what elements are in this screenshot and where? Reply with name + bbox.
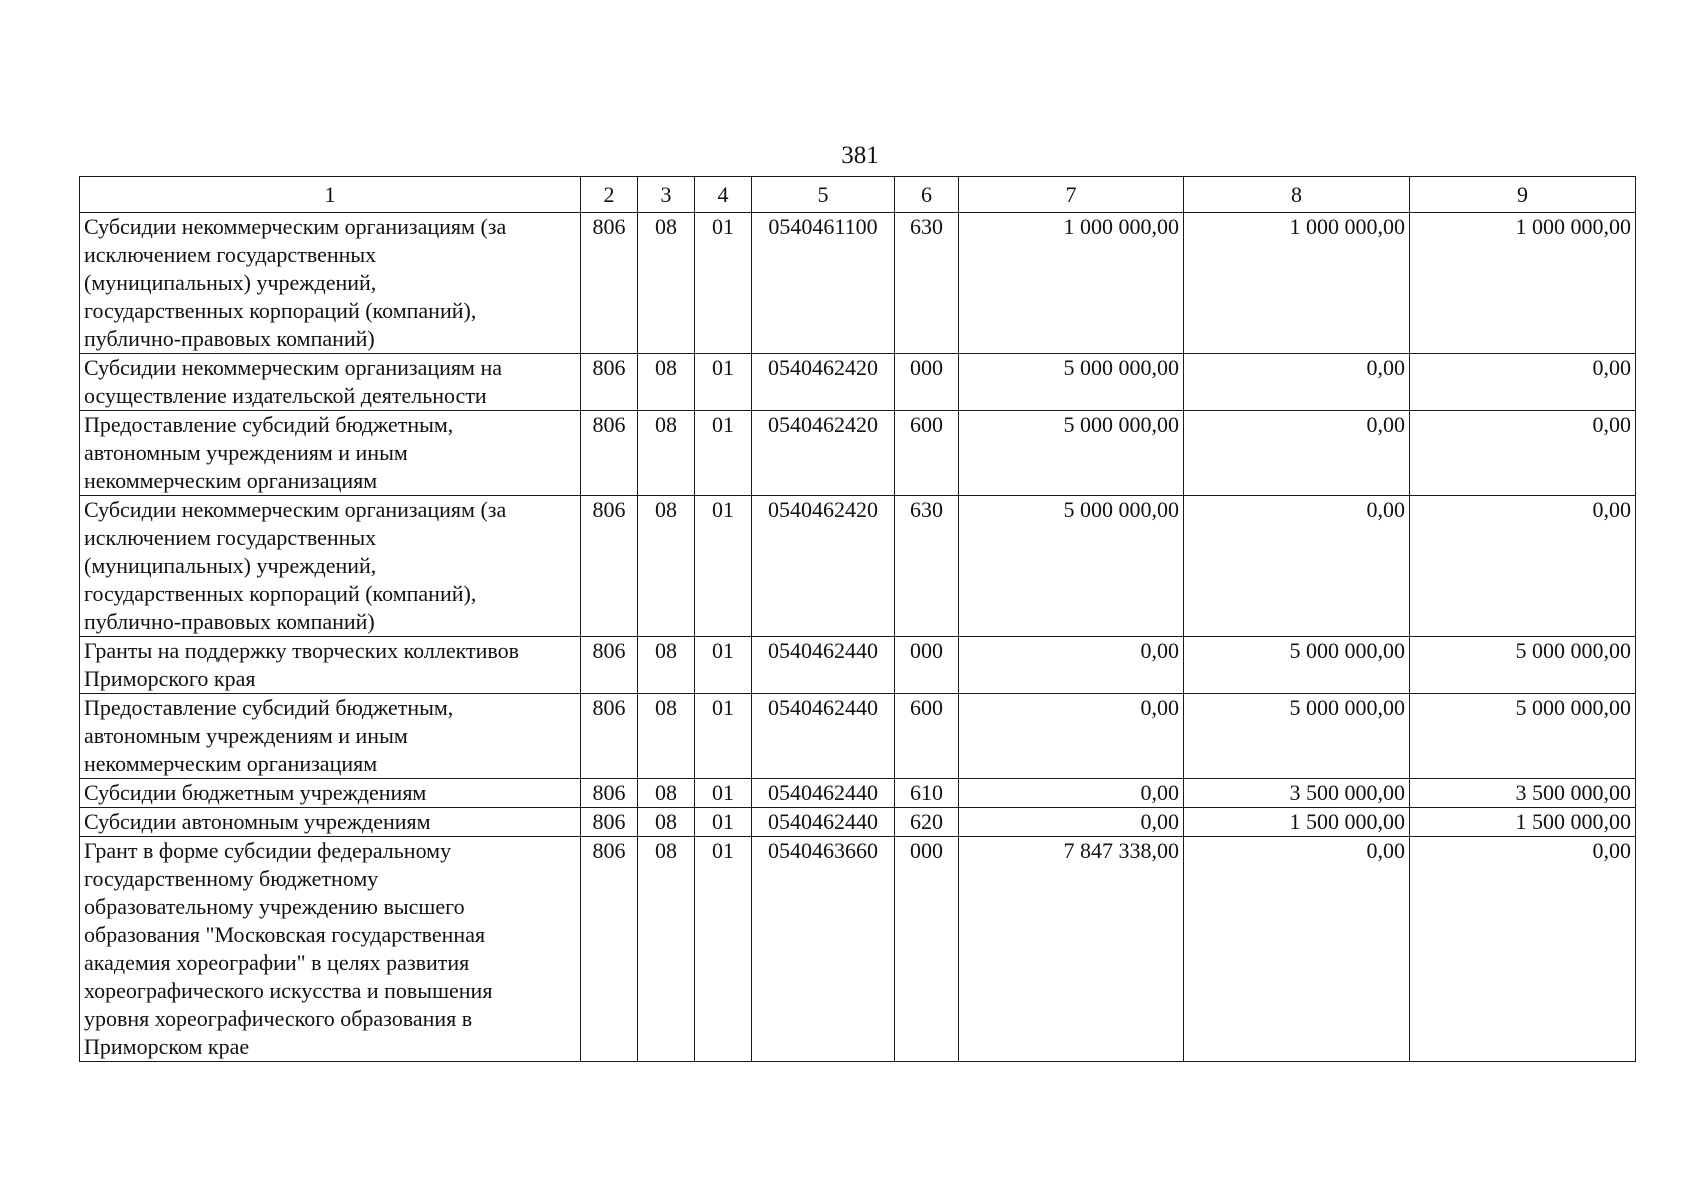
amount-cell-col9: 0,00	[1410, 411, 1636, 496]
target-article-cell: 0540462420	[752, 411, 895, 496]
amount-cell-col7: 0,00	[959, 808, 1184, 837]
admin-code-cell: 806	[581, 637, 638, 694]
section-code-cell: 08	[638, 213, 695, 354]
table-row	[80, 694, 1636, 779]
admin-code-cell: 806	[581, 411, 638, 496]
admin-code-cell: 806	[581, 837, 638, 1062]
row-name-cell: Субсидии некоммерческим организациям (за исключением государственных (муниципальных) учреждений, государственных корпораций (компаний), публично-правовых компаний)	[80, 213, 581, 354]
expense-type-cell: 600	[895, 694, 959, 779]
section-code-cell: 08	[638, 637, 695, 694]
table-header-row	[80, 177, 1636, 213]
expense-type-cell: 000	[895, 837, 959, 1062]
table-row	[80, 837, 1636, 1062]
section-code-cell: 08	[638, 496, 695, 637]
subsection-code-cell: 01	[695, 837, 752, 1062]
target-article-cell: 0540462440	[752, 779, 895, 808]
table-row	[80, 808, 1636, 837]
amount-cell-col7: 1 000 000,00	[959, 213, 1184, 354]
table-row	[80, 354, 1636, 411]
amount-cell-col8: 1 000 000,00	[1184, 213, 1410, 354]
table-row	[80, 779, 1636, 808]
amount-cell-col9: 1 500 000,00	[1410, 808, 1636, 837]
target-article-cell: 0540462440	[752, 808, 895, 837]
admin-code-cell: 806	[581, 496, 638, 637]
row-name-cell: Гранты на поддержку творческих коллективов Приморского края	[80, 637, 581, 694]
expense-type-cell: 630	[895, 213, 959, 354]
subsection-code-cell: 01	[695, 354, 752, 411]
amount-cell-col9: 1 000 000,00	[1410, 213, 1636, 354]
amount-cell-col8: 5 000 000,00	[1184, 694, 1410, 779]
subsection-code-cell: 01	[695, 694, 752, 779]
section-code-cell: 08	[638, 411, 695, 496]
subsection-code-cell: 01	[695, 779, 752, 808]
amount-cell-col8: 0,00	[1184, 411, 1410, 496]
section-code-cell: 08	[638, 354, 695, 411]
table-row	[80, 637, 1636, 694]
row-name-cell: Субсидии некоммерческим организациям (за исключением государственных (муниципальных) учреждений, государственных корпораций (компаний), публично-правовых компаний)	[80, 496, 581, 637]
amount-cell-col9: 0,00	[1410, 496, 1636, 637]
target-article-cell: 0540461100	[752, 213, 895, 354]
subsection-code-cell: 01	[695, 637, 752, 694]
admin-code-cell: 806	[581, 354, 638, 411]
expense-type-cell: 000	[895, 637, 959, 694]
admin-code-cell: 806	[581, 694, 638, 779]
budget-table	[79, 176, 1636, 1062]
header-cell: 1	[80, 177, 581, 213]
row-name-cell: Предоставление субсидий бюджетным, автономным учреждениям и иным некоммерческим организациям	[80, 411, 581, 496]
header-cell: 8	[1184, 177, 1410, 213]
table-row	[80, 411, 1636, 496]
amount-cell-col7: 5 000 000,00	[959, 354, 1184, 411]
amount-cell-col7: 5 000 000,00	[959, 496, 1184, 637]
section-code-cell: 08	[638, 694, 695, 779]
admin-code-cell: 806	[581, 808, 638, 837]
row-name-cell: Грант в форме субсидии федеральному государственному бюджетному образовательному учреждению высшего образования "Московская государственная академия хореографии" в целях развития хореографического искусства и повышения уровня хореографического образования в Приморском крае	[80, 837, 581, 1062]
header-cell: 4	[695, 177, 752, 213]
amount-cell-col7: 0,00	[959, 637, 1184, 694]
target-article-cell: 0540462420	[752, 354, 895, 411]
section-code-cell: 08	[638, 779, 695, 808]
expense-type-cell: 630	[895, 496, 959, 637]
subsection-code-cell: 01	[695, 808, 752, 837]
target-article-cell: 0540463660	[752, 837, 895, 1062]
amount-cell-col9: 0,00	[1410, 354, 1636, 411]
subsection-code-cell: 01	[695, 496, 752, 637]
admin-code-cell: 806	[581, 213, 638, 354]
row-name-cell: Предоставление субсидий бюджетным, автономным учреждениям и иным некоммерческим организациям	[80, 694, 581, 779]
expense-type-cell: 620	[895, 808, 959, 837]
section-code-cell: 08	[638, 837, 695, 1062]
amount-cell-col9: 3 500 000,00	[1410, 779, 1636, 808]
section-code-cell: 08	[638, 808, 695, 837]
table-row	[80, 496, 1636, 637]
amount-cell-col8: 0,00	[1184, 354, 1410, 411]
row-name-cell: Субсидии автономным учреждениям	[80, 808, 581, 837]
amount-cell-col9: 0,00	[1410, 837, 1636, 1062]
amount-cell-col8: 0,00	[1184, 837, 1410, 1062]
admin-code-cell: 806	[581, 779, 638, 808]
header-cell: 5	[752, 177, 895, 213]
amount-cell-col8: 1 500 000,00	[1184, 808, 1410, 837]
subsection-code-cell: 01	[695, 213, 752, 354]
target-article-cell: 0540462420	[752, 496, 895, 637]
expense-type-cell: 000	[895, 354, 959, 411]
amount-cell-col8: 3 500 000,00	[1184, 779, 1410, 808]
page-number: 381	[841, 142, 879, 169]
target-article-cell: 0540462440	[752, 694, 895, 779]
expense-type-cell: 600	[895, 411, 959, 496]
amount-cell-col8: 5 000 000,00	[1184, 637, 1410, 694]
header-cell: 6	[895, 177, 959, 213]
amount-cell-col8: 0,00	[1184, 496, 1410, 637]
amount-cell-col7: 0,00	[959, 779, 1184, 808]
amount-cell-col7: 0,00	[959, 694, 1184, 779]
row-name-cell: Субсидии бюджетным учреждениям	[80, 779, 581, 808]
amount-cell-col9: 5 000 000,00	[1410, 694, 1636, 779]
target-article-cell: 0540462440	[752, 637, 895, 694]
row-name-cell: Субсидии некоммерческим организациям на осуществление издательской деятельности	[80, 354, 581, 411]
header-cell: 3	[638, 177, 695, 213]
expense-type-cell: 610	[895, 779, 959, 808]
table-row	[80, 213, 1636, 354]
amount-cell-col9: 5 000 000,00	[1410, 637, 1636, 694]
header-cell: 7	[959, 177, 1184, 213]
header-cell: 9	[1410, 177, 1636, 213]
subsection-code-cell: 01	[695, 411, 752, 496]
amount-cell-col7: 7 847 338,00	[959, 837, 1184, 1062]
amount-cell-col7: 5 000 000,00	[959, 411, 1184, 496]
header-cell: 2	[581, 177, 638, 213]
